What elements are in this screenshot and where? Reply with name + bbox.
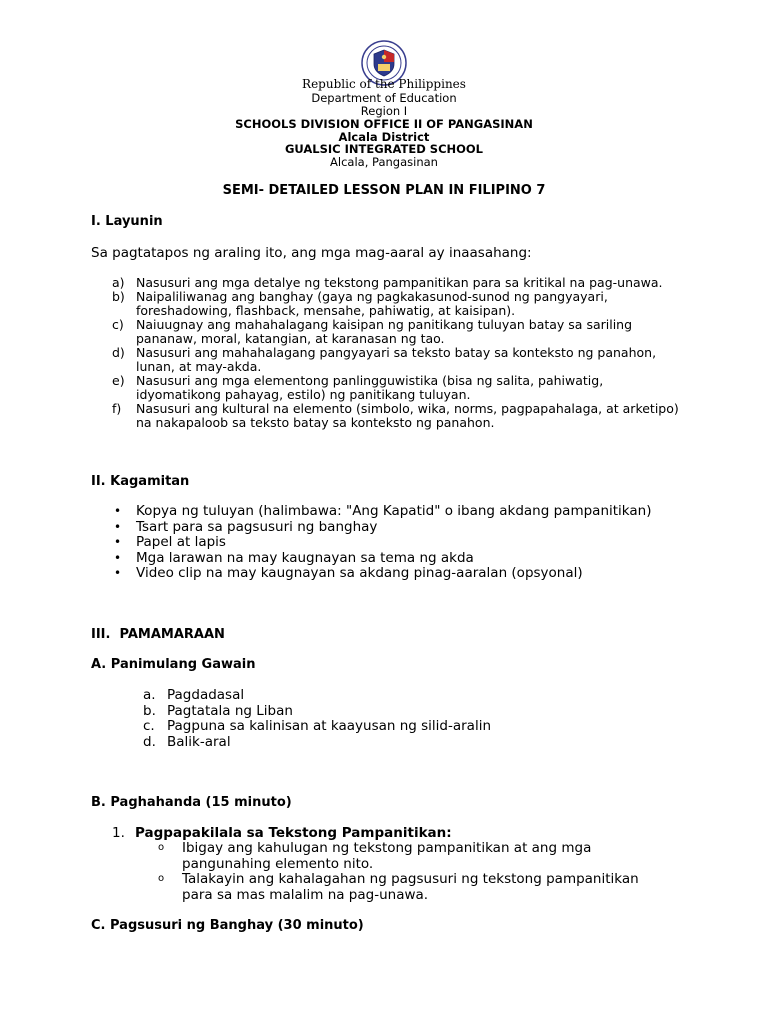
list-item <box>112 346 692 374</box>
step-number: 1. <box>112 825 125 841</box>
paghahanda-sublist <box>158 841 658 903</box>
list-item-text: Balik-aral <box>167 733 231 750</box>
list-item <box>112 374 692 402</box>
header-division: SCHOOLS DIVISION OFFICE II OF PANGASINAN <box>235 117 533 131</box>
list-item <box>143 735 643 751</box>
bullet-icon: • <box>114 535 122 549</box>
circle-bullet-icon: o <box>158 842 165 853</box>
subheading-paghahanda: B. Paghahanda (15 minuto) <box>91 795 292 810</box>
list-item-text: Pagdadasal <box>167 687 245 703</box>
list-item <box>143 719 643 735</box>
list-item <box>143 688 643 704</box>
subheading-panimulang-gawain: A. Panimulang Gawain <box>91 657 256 672</box>
list-marker: a. <box>143 687 156 703</box>
list-item-text: Nasusuri ang mga detalye ng tekstong pampanitikan para sa kritikal na pag-unawa. <box>136 275 663 290</box>
list-item-text: Naiuugnay ang mahahalagang kaisipan ng panitikang tuluyan batay sa sariling pananaw, moral, katangian, at karanasan ng tao. <box>136 317 633 346</box>
bullet-icon: • <box>114 519 122 534</box>
list-item-text: Talakayin ang kahalagahan ng pagsusuri ng tekstong pampanitikan para sa mas malalim na pag-unawa. <box>182 871 639 903</box>
list-item-text: Kopya ng tuluyan (halimbawa: "Ang Kapatid" o ibang akdang pampanitikan) <box>136 503 652 519</box>
list-item <box>112 276 692 290</box>
bullet-icon: • <box>114 566 122 580</box>
circle-bullet-icon: o <box>158 873 165 884</box>
list-marker: e) <box>112 373 125 388</box>
list-item <box>143 704 643 720</box>
list-item <box>112 402 692 430</box>
list-marker: d. <box>143 733 156 750</box>
list-item <box>158 872 658 903</box>
list-item-text: Nasusuri ang mga elementong panlingguwistika (bisa ng salita, pahiwatig, idyomatikong pahayag, estilo) ng panitikang tuluyan. <box>136 373 604 402</box>
document-title: SEMI- DETAILED LESSON PLAN IN FILIPINO 7 <box>222 183 546 198</box>
list-item-text: Pagtatala ng Liban <box>167 702 293 719</box>
header-republic: Republic of the Philippines <box>302 77 466 91</box>
section-heading-kagamitan: II. Kagamitan <box>91 474 190 489</box>
list-item-text: Pagpuna sa kalinisan at kaayusan ng silid-aralin <box>167 718 492 734</box>
list-item-text: Mga larawan na may kaugnayan sa tema ng akda <box>136 549 474 566</box>
list-item <box>112 318 692 346</box>
materials-list <box>112 504 672 582</box>
objectives-list <box>112 276 692 430</box>
list-item-text: Tsart para sa pagsusuri ng banghay <box>136 518 378 535</box>
bullet-icon: • <box>114 504 122 518</box>
list-item-text: Video clip na may kaugnayan sa akdang pinag-aaralan (opsyonal) <box>136 565 583 581</box>
list-item <box>158 841 658 872</box>
step-heading <box>112 825 452 841</box>
list-marker: f) <box>112 401 122 416</box>
list-item <box>112 290 692 318</box>
list-item-text: Nasusuri ang kultural na elemento (simbolo, wika, norms, pagpapahalaga, at arketipo) na nakapaloob sa teksto batay sa konteksto ng panahon. <box>136 401 679 430</box>
list-marker: b) <box>112 289 125 304</box>
header-department: Department of Education <box>311 91 457 105</box>
bullet-icon: • <box>114 550 122 565</box>
subheading-pagsusuri-ng-banghay: C. Pagsusuri ng Banghay (30 minuto) <box>91 918 364 933</box>
list-item-text: Papel at lapis <box>136 534 226 550</box>
header-district: Alcala District <box>338 130 430 144</box>
list-item-text: Naipaliliwanag ang banghay (gaya ng pagkakasunod-sunod ng pangyayari, foreshadowing, flashback, mensahe, pahiwatig, at kaisipan). <box>136 289 608 318</box>
section-heading-layunin: I. Layunin <box>91 214 163 229</box>
list-marker: c) <box>112 317 124 332</box>
panimulang-gawain-list <box>143 688 643 750</box>
list-item <box>112 566 672 582</box>
list-item <box>112 551 672 567</box>
header-region: Region I <box>360 104 408 118</box>
list-item-text: Ibigay ang kahulugan ng tekstong pampanitikan at ang mga pangunahing elemento nito. <box>182 840 592 872</box>
step-title: Pagpapakilala sa Tekstong Pampanitikan: <box>135 825 452 841</box>
list-marker: c. <box>143 718 155 734</box>
header-location: Alcala, Pangasinan <box>330 155 438 169</box>
list-item <box>112 535 672 551</box>
list-item-text: Nasusuri ang mahahalagang pangyayari sa teksto batay sa konteksto ng panahon, lunan, at may-akda. <box>136 345 657 374</box>
section-heading-pamamaraan: III. PAMAMARAAN <box>91 627 225 642</box>
list-item <box>112 520 672 536</box>
layunin-intro: Sa pagtatapos ng araling ito, ang mga mag-aaral ay inaasahang: <box>91 245 532 261</box>
header-school: GUALSIC INTEGRATED SCHOOL <box>284 142 484 156</box>
list-marker: d) <box>112 345 125 360</box>
list-item <box>112 504 672 520</box>
list-marker: b. <box>143 702 156 719</box>
list-marker: a) <box>112 275 125 290</box>
